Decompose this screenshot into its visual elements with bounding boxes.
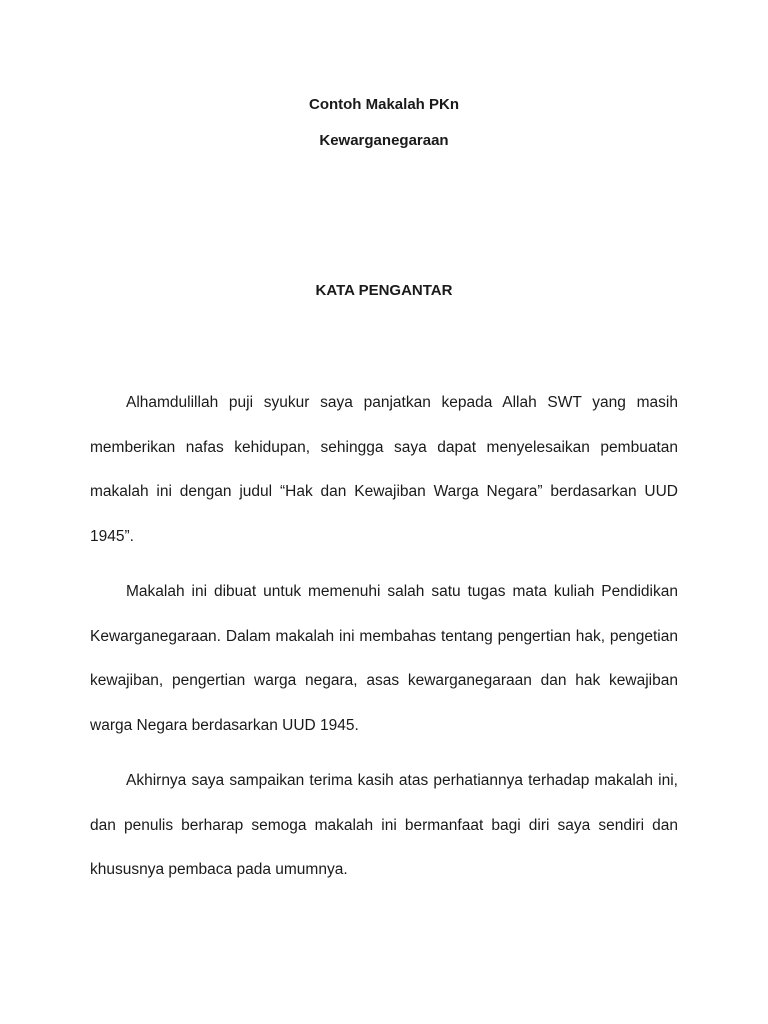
paragraph-3: Akhirnya saya sampaikan terima kasih atas perhatiannya terhadap makalah ini, dan penulis berharap semoga makalah ini bermanfaat bagi diri saya sendiri dan khususnya pembaca pada umumnya.	[90, 772, 678, 878]
paragraph-2: Makalah ini dibuat untuk memenuhi salah satu tugas mata kuliah Pendidikan Kewarganegaraan. Dalam makalah ini membahas tentang pengertian hak, pengetian kewajiban, pengertian warga negara, asas kewarganegaraan dan hak kewajiban warga Negara berdasarkan UUD 1945.	[90, 583, 678, 734]
document-subtitle: Kewarganegaraan	[319, 132, 449, 149]
section-heading: KATA PENGANTAR	[315, 282, 453, 299]
paragraph-1: Alhamdulillah puji syukur saya panjatkan kepada Allah SWT yang masih memberikan nafas kehidupan, sehingga saya dapat menyelesaikan pembuatan makalah ini dengan judul “Hak dan Kewajiban Warga Negara” berdasarkan UUD 1945”.	[90, 394, 678, 545]
document-title: Contoh Makalah PKn	[308, 96, 459, 113]
